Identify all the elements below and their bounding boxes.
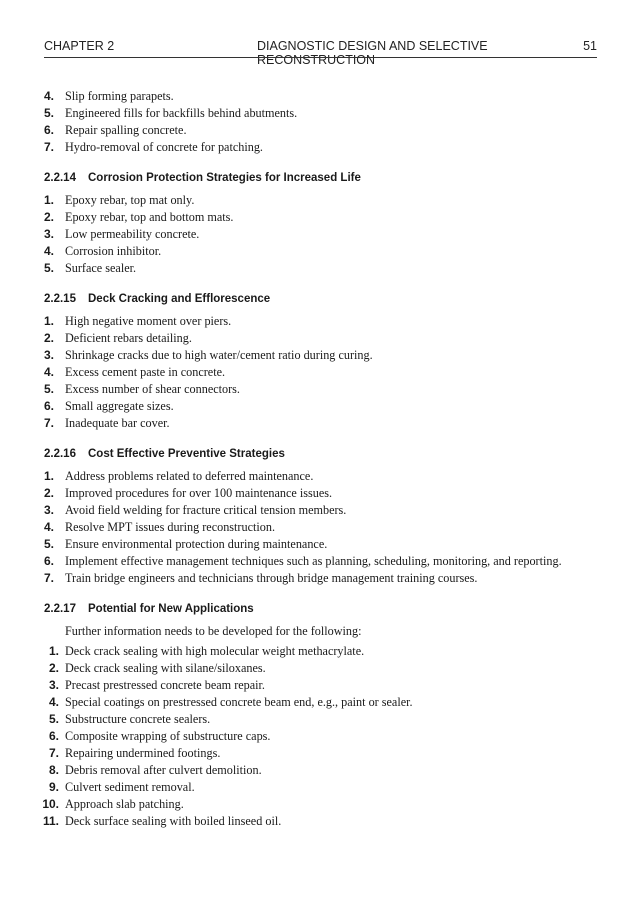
item-number: 5. <box>44 537 55 551</box>
continued-list <box>44 88 564 156</box>
section-list <box>44 468 564 587</box>
section-number: 2.2.17 <box>44 603 76 615</box>
list-item <box>44 728 564 745</box>
list-item <box>44 226 564 243</box>
item-number: 1. <box>48 644 59 658</box>
list-item <box>44 364 564 381</box>
section-heading <box>44 171 564 186</box>
item-text: Hydro-removal of concrete for patching. <box>65 140 263 154</box>
list-item <box>44 330 564 347</box>
section-list <box>44 313 564 432</box>
item-number: 10. <box>42 797 59 811</box>
item-number: 2. <box>44 331 55 345</box>
item-text: Shrinkage cracks due to high water/cement ratio during curing. <box>65 348 373 362</box>
list-item <box>44 398 564 415</box>
section-title: Potential for New Applications <box>88 603 254 615</box>
list-item <box>44 779 564 796</box>
list-item <box>44 139 564 156</box>
list-item <box>44 122 564 139</box>
item-number: 2. <box>48 661 59 675</box>
list-item <box>44 192 564 209</box>
item-number: 3. <box>44 348 55 362</box>
item-number: 11. <box>42 814 59 828</box>
section-title: Corrosion Protection Strategies for Increased Life <box>88 172 361 184</box>
item-number: 9. <box>48 780 59 794</box>
item-number: 8. <box>48 763 59 777</box>
list-item <box>44 536 564 553</box>
section-list <box>44 643 564 830</box>
item-number: 2. <box>44 486 55 500</box>
list-item <box>44 381 564 398</box>
item-text: Deck surface sealing with boiled linseed oil. <box>65 814 282 828</box>
list-item <box>44 88 564 105</box>
header-rule <box>44 57 597 58</box>
item-text: High negative moment over piers. <box>65 314 232 328</box>
item-number: 4. <box>44 520 55 534</box>
item-text: Inadequate bar cover. <box>65 416 170 430</box>
running-header <box>44 39 597 67</box>
item-text: Repair spalling concrete. <box>65 123 187 137</box>
item-text: Surface sealer. <box>65 261 137 275</box>
item-number: 3. <box>48 678 59 692</box>
item-text: Excess number of shear connectors. <box>65 382 240 396</box>
item-number: 5. <box>44 261 55 275</box>
list-item <box>44 313 564 330</box>
item-text: Address problems related to deferred maintenance. <box>65 469 314 483</box>
list-item <box>44 209 564 226</box>
list-item <box>44 243 564 260</box>
item-text: Train bridge engineers and technicians through bridge management training courses. <box>65 571 478 585</box>
list-item <box>44 711 564 728</box>
item-text: Epoxy rebar, top mat only. <box>65 193 195 207</box>
item-number: 4. <box>44 89 55 103</box>
item-text: Engineered fills for backfills behind abutments. <box>65 106 298 120</box>
section-heading <box>44 292 564 307</box>
section-heading <box>44 602 564 617</box>
section-heading <box>44 447 564 462</box>
list-item <box>44 745 564 762</box>
item-text: Slip forming parapets. <box>65 89 174 103</box>
list-item <box>44 762 564 779</box>
item-number: 7. <box>44 571 55 585</box>
item-number: 6. <box>44 554 55 568</box>
list-item <box>44 677 564 694</box>
section-number: 2.2.16 <box>44 448 76 460</box>
item-text: Substructure concrete sealers. <box>65 712 211 726</box>
item-text: Avoid field welding for fracture critical tension members. <box>65 503 347 517</box>
list-item <box>44 468 564 485</box>
chapter-title: DIAGNOSTIC DESIGN AND SELECTIVE RECONSTRUCTION <box>257 39 488 67</box>
item-text: Implement effective management techniques such as planning, scheduling, monitoring, and reporting. <box>65 554 562 568</box>
list-item <box>44 796 564 813</box>
item-text: Corrosion inhibitor. <box>65 244 162 258</box>
list-item <box>44 260 564 277</box>
section-number: 2.2.15 <box>44 293 76 305</box>
item-text: Special coatings on prestressed concrete beam end, e.g., paint or sealer. <box>65 695 413 709</box>
chapter-label: CHAPTER 2 <box>44 39 115 53</box>
item-number: 4. <box>44 365 55 379</box>
list-item <box>44 553 564 570</box>
item-number: 1. <box>44 314 55 328</box>
list-item <box>44 660 564 677</box>
list-item <box>44 415 564 432</box>
item-text: Deck crack sealing with silane/siloxanes. <box>65 661 266 675</box>
item-number: 4. <box>48 695 59 709</box>
item-number: 7. <box>44 140 55 154</box>
item-text: Composite wrapping of substructure caps. <box>65 729 271 743</box>
item-number: 1. <box>44 193 55 207</box>
item-number: 7. <box>44 416 55 430</box>
item-text: Deficient rebars detailing. <box>65 331 192 345</box>
item-text: Small aggregate sizes. <box>65 399 174 413</box>
list-item <box>44 502 564 519</box>
section-intro: Further information needs to be developed for the following: <box>65 624 362 638</box>
item-number: 6. <box>48 729 59 743</box>
item-text: Excess cement paste in concrete. <box>65 365 226 379</box>
item-text: Improved procedures for over 100 maintenance issues. <box>65 486 333 500</box>
item-text: Debris removal after culvert demolition. <box>65 763 262 777</box>
list-item <box>44 694 564 711</box>
item-text: Deck crack sealing with high molecular weight methacrylate. <box>65 644 365 658</box>
item-number: 5. <box>44 106 55 120</box>
item-number: 6. <box>44 399 55 413</box>
item-text: Culvert sediment removal. <box>65 780 195 794</box>
item-number: 2. <box>44 210 55 224</box>
item-number: 3. <box>44 227 55 241</box>
list-item <box>44 570 564 587</box>
list-item <box>44 643 564 660</box>
item-text: Ensure environmental protection during maintenance. <box>65 537 328 551</box>
item-number: 7. <box>48 746 59 760</box>
item-text: Approach slab patching. <box>65 797 184 811</box>
item-number: 4. <box>44 244 55 258</box>
section-list <box>44 192 564 277</box>
item-text: Low permeability concrete. <box>65 227 200 241</box>
list-item <box>44 347 564 364</box>
item-number: 5. <box>44 382 55 396</box>
item-number: 3. <box>44 503 55 517</box>
section-number: 2.2.14 <box>44 172 76 184</box>
page-body <box>44 88 564 830</box>
item-number: 5. <box>48 712 59 726</box>
item-text: Resolve MPT issues during reconstruction. <box>65 520 275 534</box>
list-item <box>44 519 564 536</box>
section-title: Cost Effective Preventive Strategies <box>88 448 285 460</box>
section-title: Deck Cracking and Efflorescence <box>88 293 271 305</box>
list-item <box>44 813 564 830</box>
list-item <box>44 485 564 502</box>
item-text: Precast prestressed concrete beam repair. <box>65 678 265 692</box>
item-number: 6. <box>44 123 55 137</box>
list-item <box>44 105 564 122</box>
item-text: Epoxy rebar, top and bottom mats. <box>65 210 234 224</box>
page-number: 51 <box>583 39 597 53</box>
item-text: Repairing undermined footings. <box>65 746 221 760</box>
item-number: 1. <box>44 469 55 483</box>
